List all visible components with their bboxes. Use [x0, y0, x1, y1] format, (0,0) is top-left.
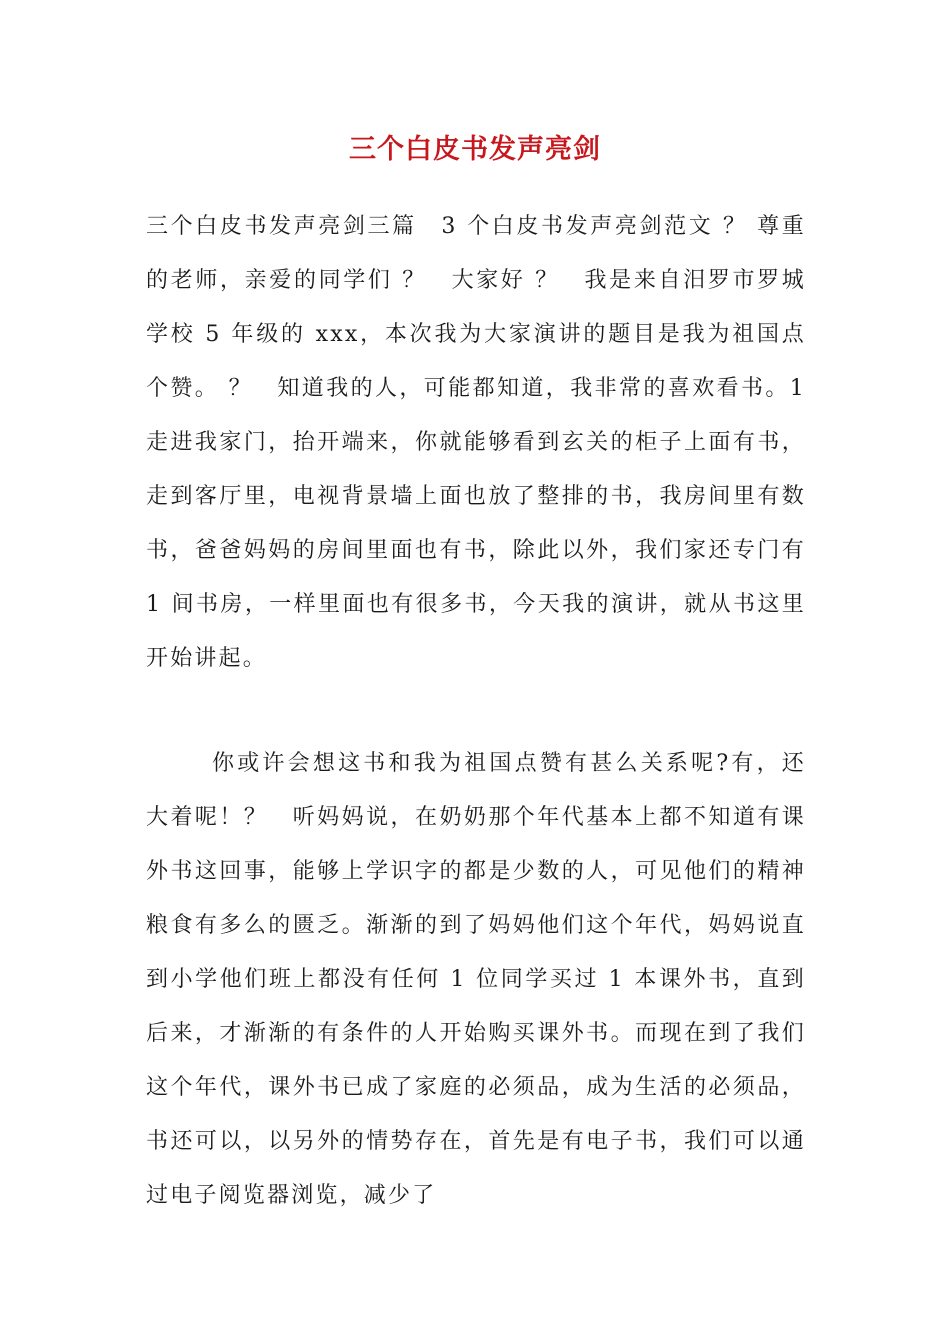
document-title: 三个白皮书发声亮剑 [349, 134, 601, 165]
paragraph-2: 你或许会想这书和我为祖国点赞有甚么关系呢?有，还大着呢！？ 听妈妈说，在奶奶那个年代基本上都不知道有课外书这回事，能够上学识字的都是少数的人，可见他们的精神粮食有多么的匮乏。渐渐的到了妈妈他们这个年代，妈妈说直到小学他们班上都没有任何 1 位同学买过 1 本课外书，直到后来，才渐渐的有条件的人开始购买课外书。而现在到了我们这个年代，课外书已成了家庭的必须品，成为生活的必须品，书还可以，以另外的情势存在，首先是有电子书，我们可以通过电子阅览器浏览，减少了 [146, 751, 806, 1208]
paragraph-1: 三个白皮书发声亮剑三篇 3 个白皮书发声亮剑范文 ？ 尊重的老师，亲爱的同学们 ？ 大家好 ？ 我是来自汨罗市罗城学校 5 年级的 xxx，本次我为大家演讲的题目是我为祖国点个赞。 ？ 知道我的人，可能都知道，我非常的喜欢看书。1 走进我家门，抬开端来，你就能够看到玄关的柜子上面有书，走到客厅里，电视背景墙上面也放了整排的书，我房间里有数书，爸爸妈妈的房间里面也有书，除此以外，我们家还专门有 1 间书房，一样里面也有很多书，今天我的演讲，就从书这里开始讲起。 [146, 214, 806, 671]
